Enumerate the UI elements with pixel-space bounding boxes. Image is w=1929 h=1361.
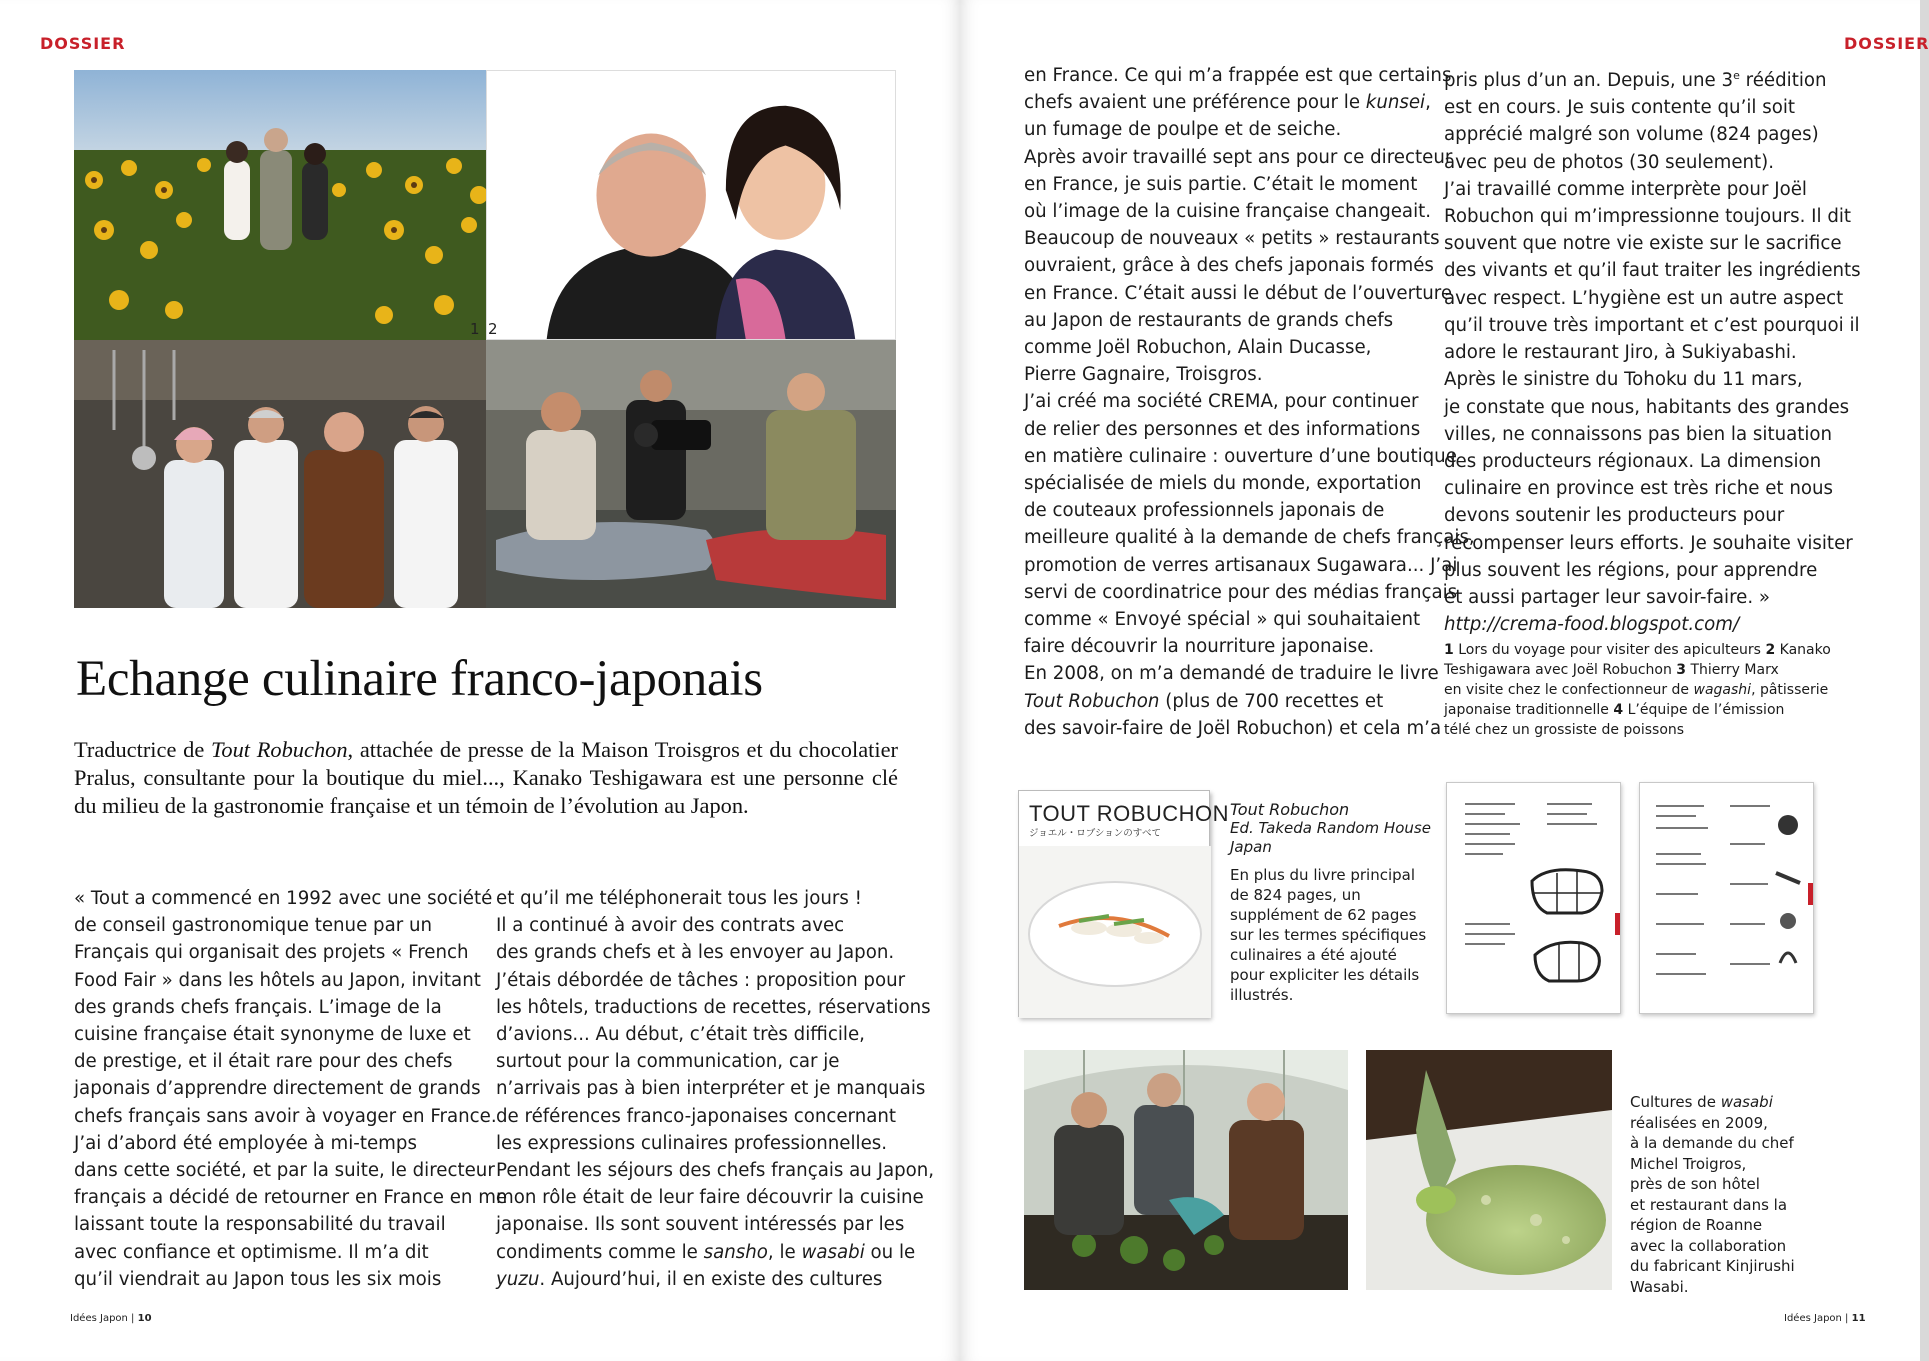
folio-right: Idées Japon | 11	[1784, 1313, 1866, 1324]
intro-book-title: Tout Robuchon	[211, 737, 348, 762]
book-cover-tout-robuchon	[1018, 790, 1230, 1017]
article-column-1: « Tout a commencé en 1992 avec une société de conseil gastronomique tenue par un Français qui organisait des projets « French Food Fair » dans les hôtels au Japon, invitant des grands chefs français. L’image de la cuisine française était synonyme de luxe et de prestige, et il était rare pour des chefs japonais d’apprendre directement de grands chefs français sans avoir à voyager en France. J’ai d’abord été employée à mi-temps dans cette société, et par la suite, le directeur français a décidé de retourner en France en me laissant toute la responsabilité du travail avec confiance et optimisme. Il m’a dit qu’il viendrait au Japon tous les six mois	[74, 888, 508, 1290]
photo-wagashi-kitchen	[74, 340, 486, 608]
folio-left: Idées Japon | 10	[70, 1313, 152, 1324]
article-column-4: pris plus d’un an. Depuis, une 3e réédition est en cours. Je suis contente qu’il soit apprécié malgré son volume (824 pages) avec peu de photos (30 seulement). J’ai travaillé comme interprète pour Joël Robuchon qui m’impressionne toujours. Il dit souvent que notre vie existe sur le sacrifice des vivants et qu’il faut traiter les ingrédients avec respect. L’hygiène est un autre aspect qu’il trouve très important et c’est pourquoi il adore le restaurant Jiro, à Sukiyabashi. Après le sinistre du Tohoku du 11 mars, je constate que nous, habitants des grandes villes, ne connaissons pas bien la situation des producteurs régionaux. La dimension culinaire en province est très riche et nous devons soutenir les producteurs pour récompenser leurs efforts. Je souhaite visiter plus souvent les régions, pour apprendre et aussi partager leur savoir-faire. » http://crema-food.blogspot.com/	[1444, 69, 1861, 636]
photo-caption: 1 Lors du voyage pour visiter des apiculteurs 2 Kanako Teshigawara avec Joël Robuchon 3 Thierry Marx en visite chez le confectionneur de wagashi, pâtisserie japonaise traditionnelle 4 L’équipe de l’émission télé chez un grossiste de poissons	[1444, 642, 1831, 738]
left-page	[0, 0, 960, 1361]
photo-grated-wasabi	[1366, 1050, 1612, 1290]
article-column-3: en France. Ce qui m’a frappée est que certains chefs avaient une préférence pour le kunsei, un fumage de poulpe et de seiche. Après avoir travaillé sept ans pour ce directeur en France, je suis partie. C’était le moment où l’image de la cuisine française changeait. Beaucoup de nouveaux « petits » restaurants ouvraient, grâce à des chefs japonais formés en France. C’était aussi le début de l’ouverture au Japon de restaurants de grands chefs comme Joël Robuchon, Alain Ducasse, Pierre Gagnaire, Troisgros. J’ai créé ma société CREMA, pour continuer de relier des personnes et des informations en matière culinaire : ouverture d’une boutique spécialisée de miels du monde, exportation de couteaux professionnels japonais de meilleure qualité à la demande de chefs français, promotion de verres artisanaux Sugawara... J’ai servi de coordinatrice pour des médias français comme « Envoyé spécial » qui souhaitaient faire découvrir la nourriture japonaise. En 2008, on m’a demandé de traduire le livre Tout Robuchon (plus de 700 recettes et des savoir-faire de Joël Robuchon) et cela m’a	[1024, 65, 1475, 739]
photo-fish-market	[486, 340, 896, 608]
book-cover-japanese-title: ジョエル・ロブションのすべて	[1029, 828, 1162, 839]
photo-sunflower-field	[74, 70, 486, 340]
photo-robuchon-portrait	[486, 70, 896, 340]
book-title: Tout Robuchon	[1230, 800, 1350, 819]
supplement-page-beef	[1446, 782, 1621, 1014]
section-label: DOSSIER	[40, 34, 126, 53]
article-column-2: et qu’il me téléphonerait tous les jours ! Il a continué à avoir des contrats avec des grands chefs et à les envoyer au Japon. J’étais débordée de tâches : proposition pour les hôtels, traductions de recettes, réservations d’avions... Au début, c’était très difficile, surtout pour la communication, car je n’arrivais pas à bien interpréter et je manquais de références franco-japonaises concernant les expressions culinaires professionnelles. Pendant les séjours des chefs français au Japon, mon rôle était de leur faire découvrir la cuisine japonaise. Ils sont souvent intéressés par les condiments comme le sansho, le wasabi ou le yuzu. Aujourd’hui, il en existe des cultures	[496, 888, 935, 1290]
intro-paragraph: Traductrice de Tout Robuchon, attachée de presse de la Maison Troisgros et du chocolatier Pralus, consultante pour la boutique du miel..., Kanako Teshigawara est une personne clé du milieu de la gastronomie française et un témoin de l’évolution au Japon.	[74, 737, 898, 818]
crema-food-link[interactable]: http://crema-food.blogspot.com/	[1444, 614, 1740, 636]
section-label-right: DOSSIER	[1844, 34, 1929, 53]
photo-greenhouse-wasabi	[1024, 1050, 1348, 1290]
headline: Echange culinaire franco-japonais	[76, 651, 763, 707]
book-info: Tout Robuchon Ed. Takeda Random House Japan	[1230, 800, 1431, 856]
photo-number-2: 2	[488, 320, 498, 338]
right-page	[960, 0, 1929, 1361]
book-description: En plus du livre principal de 824 pages, un supplément de 62 pages sur les termes spécifiques culinaires a été ajouté pour expliciter les détails illustrés.	[1230, 866, 1427, 1004]
supplement-page-glossary	[1639, 782, 1814, 1014]
photo-number-1: 1	[470, 320, 480, 338]
wasabi-caption: Cultures de wasabi réalisées en 2009, à la demande du chef Michel Troigros, près de son hôtel et restaurant dans la région de Roanne avec la collaboration du fabricant Kinjirushi Wasabi.	[1630, 1093, 1795, 1296]
book-cover-title: TOUT ROBUCHON	[1029, 801, 1230, 826]
book-cover-plate-image	[1019, 846, 1211, 1018]
